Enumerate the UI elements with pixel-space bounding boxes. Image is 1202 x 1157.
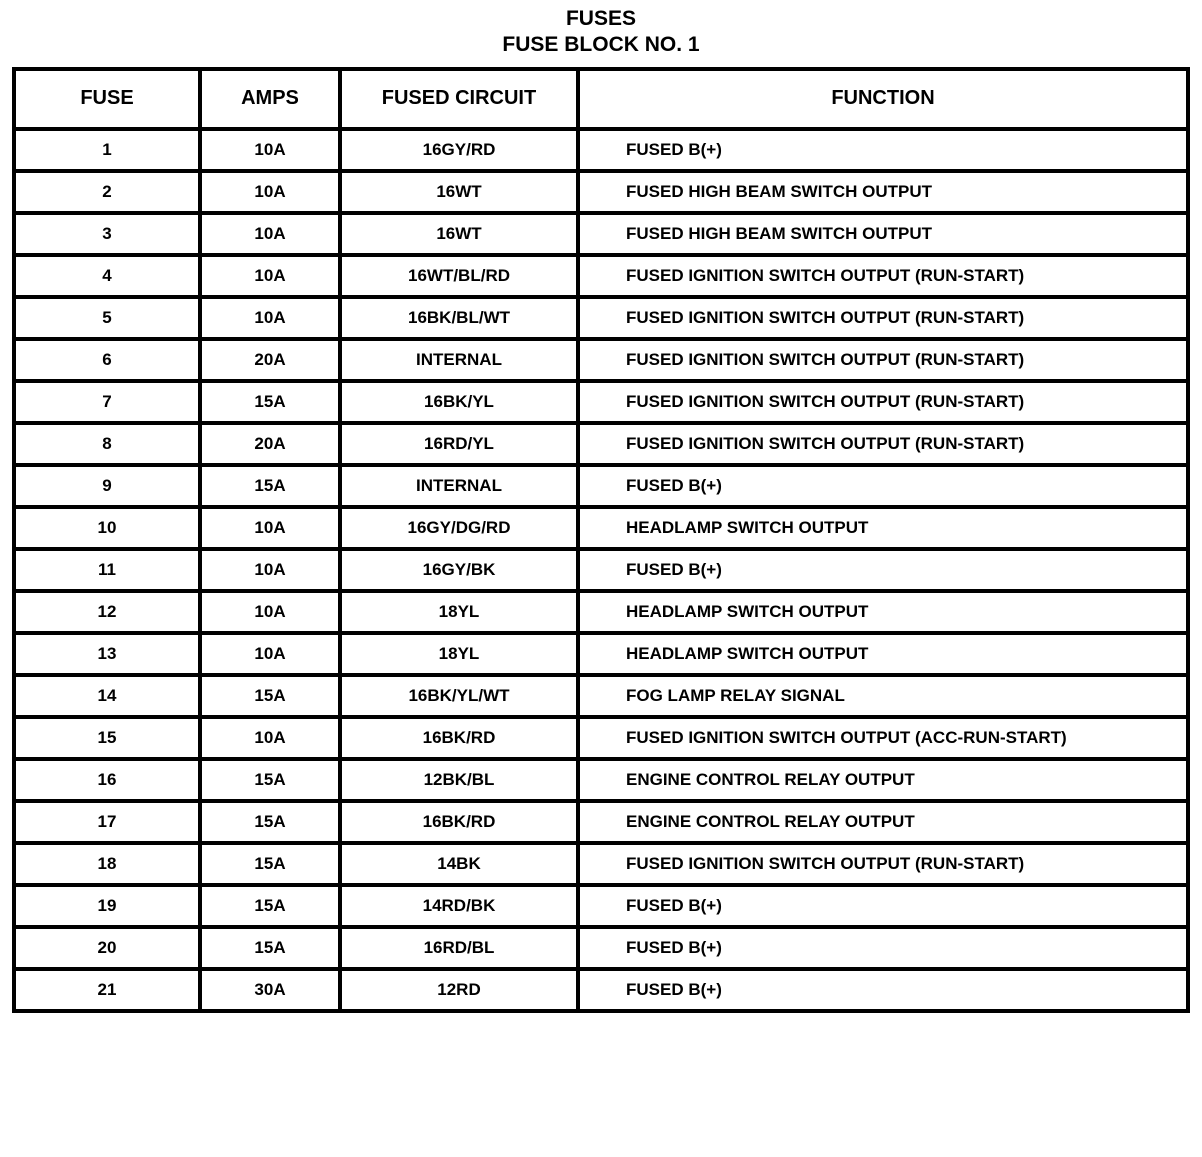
function-cell: ENGINE CONTROL RELAY OUTPUT — [578, 801, 1188, 843]
amps-cell: 15A — [200, 927, 340, 969]
fused-circuit-cell: 14RD/BK — [340, 885, 578, 927]
fused-circuit-cell: INTERNAL — [340, 339, 578, 381]
amps-cell: 10A — [200, 297, 340, 339]
table-row — [14, 549, 1188, 591]
header-cell-function: FUNCTION — [578, 69, 1188, 129]
function-cell: FUSED B(+) — [578, 927, 1188, 969]
amps-cell: 15A — [200, 885, 340, 927]
amps-cell: 10A — [200, 717, 340, 759]
table-row — [14, 633, 1188, 675]
fused-circuit-cell: 16GY/RD — [340, 129, 578, 171]
page-title-line2: FUSE BLOCK NO. 1 — [502, 33, 700, 57]
fused-circuit-cell: 16GY/DG/RD — [340, 507, 578, 549]
function-cell: FUSED IGNITION SWITCH OUTPUT (RUN-START) — [578, 423, 1188, 465]
table-row — [14, 171, 1188, 213]
fused-circuit-cell: 16WT/BL/RD — [340, 255, 578, 297]
function-cell: FUSED B(+) — [578, 465, 1188, 507]
fuse-number-cell: 3 — [14, 213, 200, 255]
function-cell: ENGINE CONTROL RELAY OUTPUT — [578, 759, 1188, 801]
function-cell: FUSED IGNITION SWITCH OUTPUT (ACC-RUN-START) — [578, 717, 1188, 759]
amps-cell: 30A — [200, 969, 340, 1011]
table-row — [14, 969, 1188, 1011]
function-cell: FUSED B(+) — [578, 885, 1188, 927]
fused-circuit-cell: 16GY/BK — [340, 549, 578, 591]
fuse-number-cell: 17 — [14, 801, 200, 843]
fuse-number-cell: 12 — [14, 591, 200, 633]
function-cell: FUSED IGNITION SWITCH OUTPUT (RUN-START) — [578, 297, 1188, 339]
function-cell: FUSED IGNITION SWITCH OUTPUT (RUN-START) — [578, 339, 1188, 381]
amps-cell: 15A — [200, 843, 340, 885]
table-row — [14, 843, 1188, 885]
amps-cell: 10A — [200, 633, 340, 675]
amps-cell: 10A — [200, 129, 340, 171]
fused-circuit-cell: 16RD/BL — [340, 927, 578, 969]
amps-cell: 15A — [200, 381, 340, 423]
function-cell: FUSED B(+) — [578, 549, 1188, 591]
table-row — [14, 255, 1188, 297]
fused-circuit-cell: 12BK/BL — [340, 759, 578, 801]
fused-circuit-cell: 14BK — [340, 843, 578, 885]
fuse-number-cell: 6 — [14, 339, 200, 381]
amps-cell: 10A — [200, 171, 340, 213]
function-cell: FUSED IGNITION SWITCH OUTPUT (RUN-START) — [578, 381, 1188, 423]
table-row — [14, 129, 1188, 171]
table-row — [14, 927, 1188, 969]
fuse-number-cell: 20 — [14, 927, 200, 969]
page-title-line1: FUSES — [565, 7, 636, 30]
fused-circuit-cell: INTERNAL — [340, 465, 578, 507]
amps-cell: 10A — [200, 255, 340, 297]
fuse-number-cell: 13 — [14, 633, 200, 675]
fuse-number-cell: 21 — [14, 969, 200, 1011]
table-row — [14, 297, 1188, 339]
page-title — [0, 6, 1202, 59]
function-cell: HEADLAMP SWITCH OUTPUT — [578, 633, 1188, 675]
fuse-number-cell: 4 — [14, 255, 200, 297]
fuse-number-cell: 8 — [14, 423, 200, 465]
table-row — [14, 801, 1188, 843]
fused-circuit-cell: 16RD/YL — [340, 423, 578, 465]
function-cell: FUSED B(+) — [578, 969, 1188, 1011]
fuse-table — [12, 67, 1190, 1013]
fuse-number-cell: 11 — [14, 549, 200, 591]
table-body — [14, 129, 1188, 1011]
amps-cell: 10A — [200, 507, 340, 549]
fuse-number-cell: 19 — [14, 885, 200, 927]
header-cell-fuse: FUSE — [14, 69, 200, 129]
amps-cell: 15A — [200, 801, 340, 843]
amps-cell: 15A — [200, 675, 340, 717]
fuse-number-cell: 14 — [14, 675, 200, 717]
table-row — [14, 591, 1188, 633]
header-cell-circuit: FUSED CIRCUIT — [340, 69, 578, 129]
amps-cell: 10A — [200, 591, 340, 633]
fuse-number-cell: 2 — [14, 171, 200, 213]
table-row — [14, 675, 1188, 717]
fused-circuit-cell: 18YL — [340, 591, 578, 633]
fused-circuit-cell: 18YL — [340, 633, 578, 675]
table-header-row — [14, 69, 1188, 129]
table-row — [14, 423, 1188, 465]
function-cell: HEADLAMP SWITCH OUTPUT — [578, 591, 1188, 633]
fused-circuit-cell: 16BK/YL — [340, 381, 578, 423]
table-row — [14, 507, 1188, 549]
function-cell: FUSED HIGH BEAM SWITCH OUTPUT — [578, 171, 1188, 213]
function-cell: FUSED HIGH BEAM SWITCH OUTPUT — [578, 213, 1188, 255]
function-cell: FUSED IGNITION SWITCH OUTPUT (RUN-START) — [578, 255, 1188, 297]
table-row — [14, 717, 1188, 759]
table-row — [14, 885, 1188, 927]
fused-circuit-cell: 16WT — [340, 213, 578, 255]
fuse-number-cell: 18 — [14, 843, 200, 885]
fuse-number-cell: 5 — [14, 297, 200, 339]
fuse-number-cell: 7 — [14, 381, 200, 423]
table-row — [14, 213, 1188, 255]
table-row — [14, 759, 1188, 801]
amps-cell: 20A — [200, 339, 340, 381]
fuse-number-cell: 16 — [14, 759, 200, 801]
fused-circuit-cell: 16BK/YL/WT — [340, 675, 578, 717]
fuse-number-cell: 1 — [14, 129, 200, 171]
fused-circuit-cell: 16BK/RD — [340, 717, 578, 759]
amps-cell: 10A — [200, 213, 340, 255]
amps-cell: 20A — [200, 423, 340, 465]
function-cell: HEADLAMP SWITCH OUTPUT — [578, 507, 1188, 549]
fused-circuit-cell: 12RD — [340, 969, 578, 1011]
fused-circuit-cell: 16WT — [340, 171, 578, 213]
function-cell: FUSED B(+) — [578, 129, 1188, 171]
function-cell: FOG LAMP RELAY SIGNAL — [578, 675, 1188, 717]
table-row — [14, 465, 1188, 507]
fused-circuit-cell: 16BK/BL/WT — [340, 297, 578, 339]
fused-circuit-cell: 16BK/RD — [340, 801, 578, 843]
fuse-number-cell: 9 — [14, 465, 200, 507]
function-cell: FUSED IGNITION SWITCH OUTPUT (RUN-START) — [578, 843, 1188, 885]
table-row — [14, 339, 1188, 381]
table-row — [14, 381, 1188, 423]
fuse-number-cell: 15 — [14, 717, 200, 759]
header-cell-amps: AMPS — [200, 69, 340, 129]
amps-cell: 15A — [200, 465, 340, 507]
amps-cell: 15A — [200, 759, 340, 801]
amps-cell: 10A — [200, 549, 340, 591]
fuse-number-cell: 10 — [14, 507, 200, 549]
